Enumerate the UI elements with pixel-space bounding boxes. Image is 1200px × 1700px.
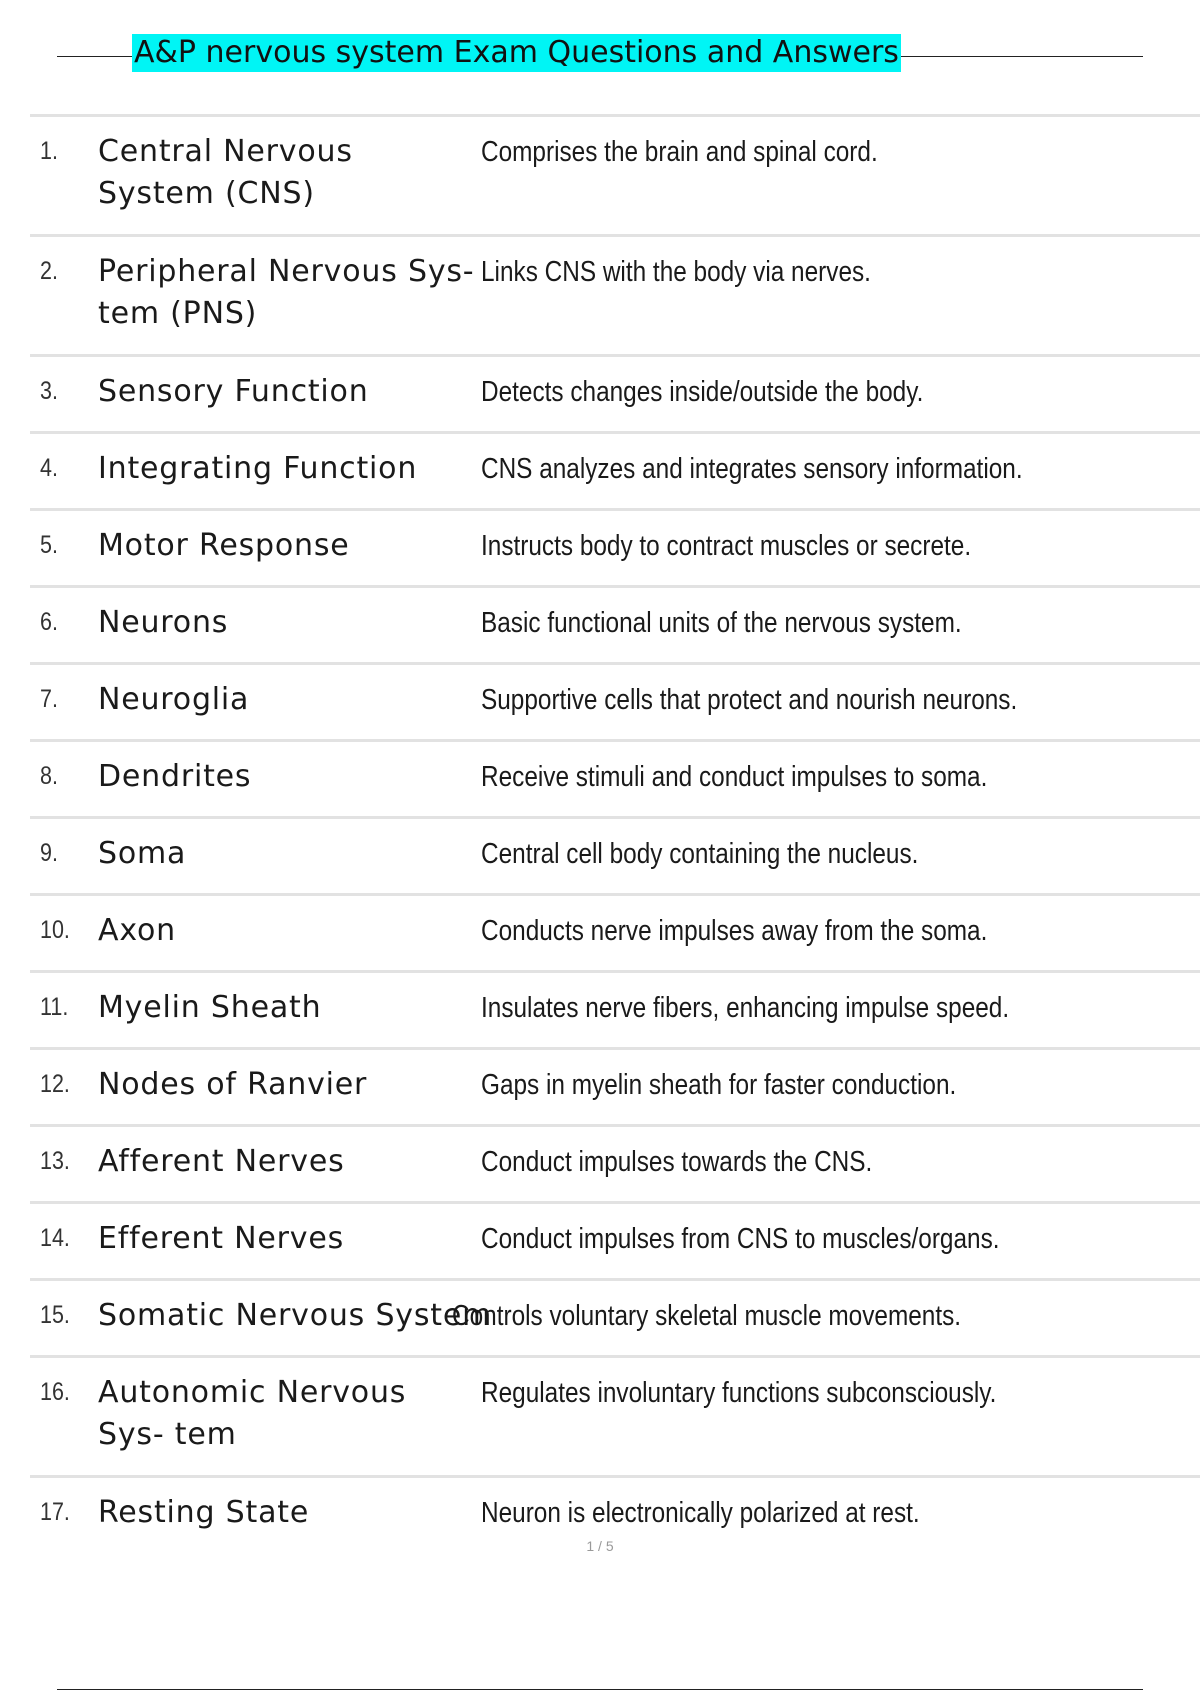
item-definition: Comprises the brain and spinal cord. [481, 136, 878, 168]
item-definition: Receive stimuli and conduct impulses to soma. [481, 761, 988, 793]
item-number: 4. [40, 454, 58, 482]
item-definition: Controls voluntary skeletal muscle movements. [452, 1300, 962, 1332]
list-item [30, 819, 1200, 896]
item-definition: Supportive cells that protect and nourish neurons. [481, 684, 1018, 716]
item-number: 11. [40, 993, 69, 1021]
item-number: 13. [40, 1147, 70, 1175]
item-number: 9. [40, 839, 58, 867]
list-item [30, 1204, 1200, 1281]
item-term: Peripheral Nervous Sys- tem (PNS) [98, 254, 475, 331]
item-number: 8. [40, 762, 58, 790]
qa-list [30, 114, 1200, 1552]
item-term: Resting State [98, 1495, 310, 1530]
item-term: Efferent Nerves [98, 1221, 345, 1256]
list-item [30, 1127, 1200, 1204]
item-term: Nodes of Ranvier [98, 1067, 368, 1102]
list-item [30, 1358, 1200, 1478]
page-title: A&P nervous system Exam Questions and Answers [134, 35, 899, 70]
item-term: Sensory Function [98, 374, 369, 409]
item-term: Motor Response [98, 528, 350, 563]
item-number: 3. [40, 377, 58, 405]
list-item [30, 665, 1200, 742]
item-number: 1. [40, 137, 58, 165]
item-number: 16. [40, 1378, 70, 1406]
page-number: 1 / 5 [586, 1538, 614, 1554]
list-item [30, 511, 1200, 588]
item-definition: Neuron is electronically polarized at rest. [481, 1497, 920, 1529]
item-definition: Regulates involuntary functions subconsciously. [481, 1377, 997, 1409]
item-term: Myelin Sheath [98, 990, 322, 1025]
item-number: 10. [40, 916, 70, 944]
item-definition: Detects changes inside/outside the body. [481, 376, 924, 408]
list-item [30, 973, 1200, 1050]
item-number: 2. [40, 257, 58, 285]
item-definition: Links CNS with the body via nerves. [481, 256, 871, 288]
item-definition: Central cell body containing the nucleus. [481, 838, 919, 870]
list-item [30, 896, 1200, 973]
item-term: Soma [98, 836, 187, 871]
list-item [30, 357, 1200, 434]
list-item [30, 1281, 1200, 1358]
list-item [30, 117, 1200, 237]
item-number: 15. [40, 1301, 70, 1329]
item-term: Central Nervous System (CNS) [98, 134, 353, 211]
item-definition: Conduct impulses towards the CNS. [481, 1146, 873, 1178]
item-number: 5. [40, 531, 58, 559]
item-term: Afferent Nerves [98, 1144, 345, 1179]
item-term: Neuroglia [98, 682, 250, 717]
item-definition: Basic functional units of the nervous system. [481, 607, 962, 639]
item-number: 17. [40, 1498, 70, 1526]
item-term: Dendrites [98, 759, 252, 794]
item-definition: Gaps in myelin sheath for faster conduction. [481, 1069, 957, 1101]
list-item [30, 434, 1200, 511]
item-term: Neurons [98, 605, 229, 640]
item-definition: Conduct impulses from CNS to muscles/organs. [481, 1223, 1000, 1255]
item-definition: Conducts nerve impulses away from the soma. [481, 915, 988, 947]
item-term: Integrating Function [98, 451, 418, 486]
list-item [30, 1050, 1200, 1127]
list-item [30, 237, 1200, 357]
list-item [30, 742, 1200, 819]
item-number: 14. [40, 1224, 70, 1252]
list-item [30, 588, 1200, 665]
item-term: Axon [98, 913, 176, 948]
item-term: Autonomic Nervous Sys- tem [98, 1375, 407, 1452]
item-definition: Insulates nerve fibers, enhancing impulse speed. [481, 992, 1010, 1024]
item-definition: Instructs body to contract muscles or secrete. [481, 530, 972, 562]
item-number: 12. [40, 1070, 70, 1098]
footer-rule [57, 1689, 1143, 1690]
item-term: Somatic Nervous System [98, 1298, 493, 1333]
item-definition: CNS analyzes and integrates sensory information. [481, 453, 1023, 485]
item-number: 6. [40, 608, 58, 636]
item-number: 7. [40, 685, 58, 713]
